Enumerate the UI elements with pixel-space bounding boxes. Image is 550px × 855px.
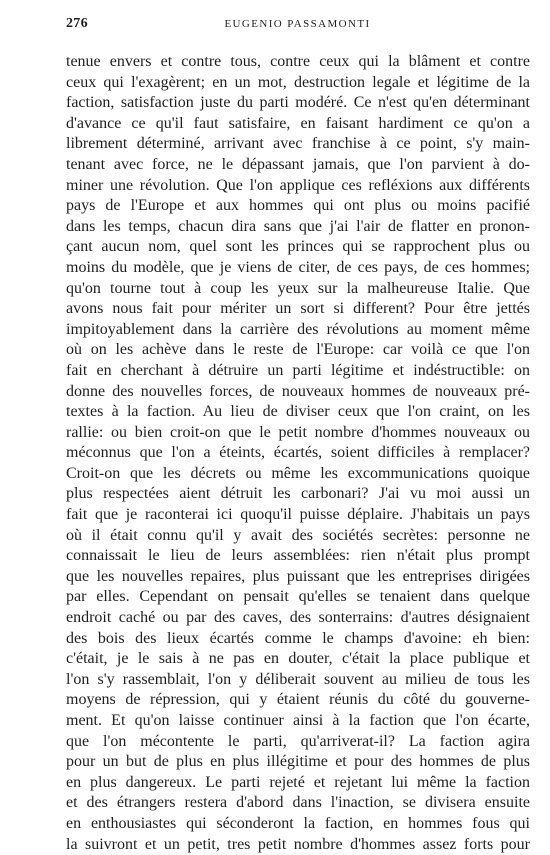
text-line: moyens de répression, qui y étaient réunis du côté du gouverne- — [66, 691, 530, 709]
text-line: fait en cherchant à détruire un parti légitime et indéstructible: on — [66, 361, 530, 379]
text-line: rallie: ou bien croit-on que le petit nombre d'hommes nouveaux ou — [66, 423, 530, 441]
text-line: librement déterminé, arrivant avec franchise à ce point, s'y main- — [66, 135, 530, 153]
text-line: miner une révolution. Que l'on applique ces refléxions aux différents — [66, 176, 530, 194]
text-line: ment. Et qu'on laisse continuer ainsi à la faction que l'on écarte, — [66, 712, 530, 729]
page-number: 276 — [66, 16, 88, 31]
text-line: pays de l'Europe et aux hommes qui ont plus ou moins pacifié — [66, 197, 530, 215]
text-line: çant aucun nom, quel sont les princes qui se rapprochent plus ou — [66, 238, 530, 256]
text-line: endroit caché ou par des caves, des sonterrains: d'autres désignaient — [66, 609, 530, 627]
text-line: connaissait le lieu de leurs assemblées: rien n'était plus prompt — [66, 547, 530, 565]
text-line: fait que je raconterai ici quoqu'il puisse déplaire. J'habitais un pays — [66, 506, 530, 524]
text-line: donne des nouvelles forces, de nouveaux hommes de nouveaux pré- — [66, 382, 530, 400]
text-line: et des étrangers restera d'abord dans l'inaction, se divisera ensuite — [66, 794, 530, 812]
text-line: moins du modèle, que je viens de citer, de ces pays, de ces hommes; — [66, 258, 530, 276]
text-line: où il était connu qu'il y avait des sociétés secrètes: personne ne — [66, 526, 530, 544]
text-line: des bois des lieux écartés comme le champs d'avoine: eh bien: — [66, 629, 530, 647]
text-line: Croit-on que les décrets ou même les excommunications quoique — [66, 464, 530, 482]
text-line: plus respectées aient détruit les carbonari? J'ai vu moi aussi un — [66, 485, 530, 503]
text-line: en enthousiastes qui séconderont la faction, en hommes fous qui — [66, 814, 530, 832]
running-head: EUGENIO PASSAMONTI — [224, 18, 371, 30]
text-line: méconnus que l'on a éteints, écartés, soient difficiles à remplacer? — [66, 444, 530, 462]
text-line: avons nous fait pour mériter un sort si different? Pour être jettés — [66, 300, 530, 318]
text-line: textes à la faction. Au lieu de diviser ceux que l'on craint, on les — [66, 403, 530, 421]
text-line: qu'on tourne tout à coup les yeux sur la malheureuse Italie. Que — [66, 279, 530, 297]
text-line: c'était, je le sais à ne pas en douter, c'était la place publique et — [66, 650, 530, 668]
text-line: que les nouvelles repaires, plus puissant que les entreprises dirigées — [66, 567, 530, 585]
text-line: ceux qui l'exagèrent; en un mot, destruction legale et légitime de la — [66, 73, 530, 91]
text-line: faction, satisfaction juste du parti modéré. Ce n'est qu'en déterminant — [66, 94, 530, 112]
text-line: pour un but de plus en plus illégitime et pour des hommes de plus — [66, 753, 530, 771]
text-line: l'on s'y rassemblait, l'on y déliberait souvent au milieu de tous les — [66, 670, 530, 688]
text-line: tenue envers et contre tous, contre ceux qui la blâment et contre — [66, 53, 530, 70]
text-line: où on les achève dans le reste de l'Europe: car voilà ce que l'on — [66, 341, 530, 359]
text-line: par elles. Cependant on pensait qu'elles se tenaient dans quelque — [66, 588, 530, 606]
text-line: que l'on mécontente le parti, qu'arriverat-il? La faction agira — [66, 732, 530, 750]
text-line: d'avance ce qu'il faut satisfaire, en faisant hardiment ce qu'on a — [66, 114, 530, 132]
text-line: en plus dangereux. Le parti rejeté et rejetant lui même la faction — [66, 773, 530, 791]
text-line: la suivront et un petit, tres petit nombre d'hommes assez forts pour — [66, 835, 530, 853]
body-text — [66, 52, 530, 855]
text-line: dans les temps, chacun dira sans que j'ai l'air de flatter en pronon- — [66, 217, 530, 235]
page-header — [66, 16, 529, 38]
text-line: tenant avec force, ne le dépassant jamais, que l'on parvient à do- — [66, 155, 530, 173]
text-line: impitoyablement dans la carrière des révolutions au moment même — [66, 320, 530, 338]
